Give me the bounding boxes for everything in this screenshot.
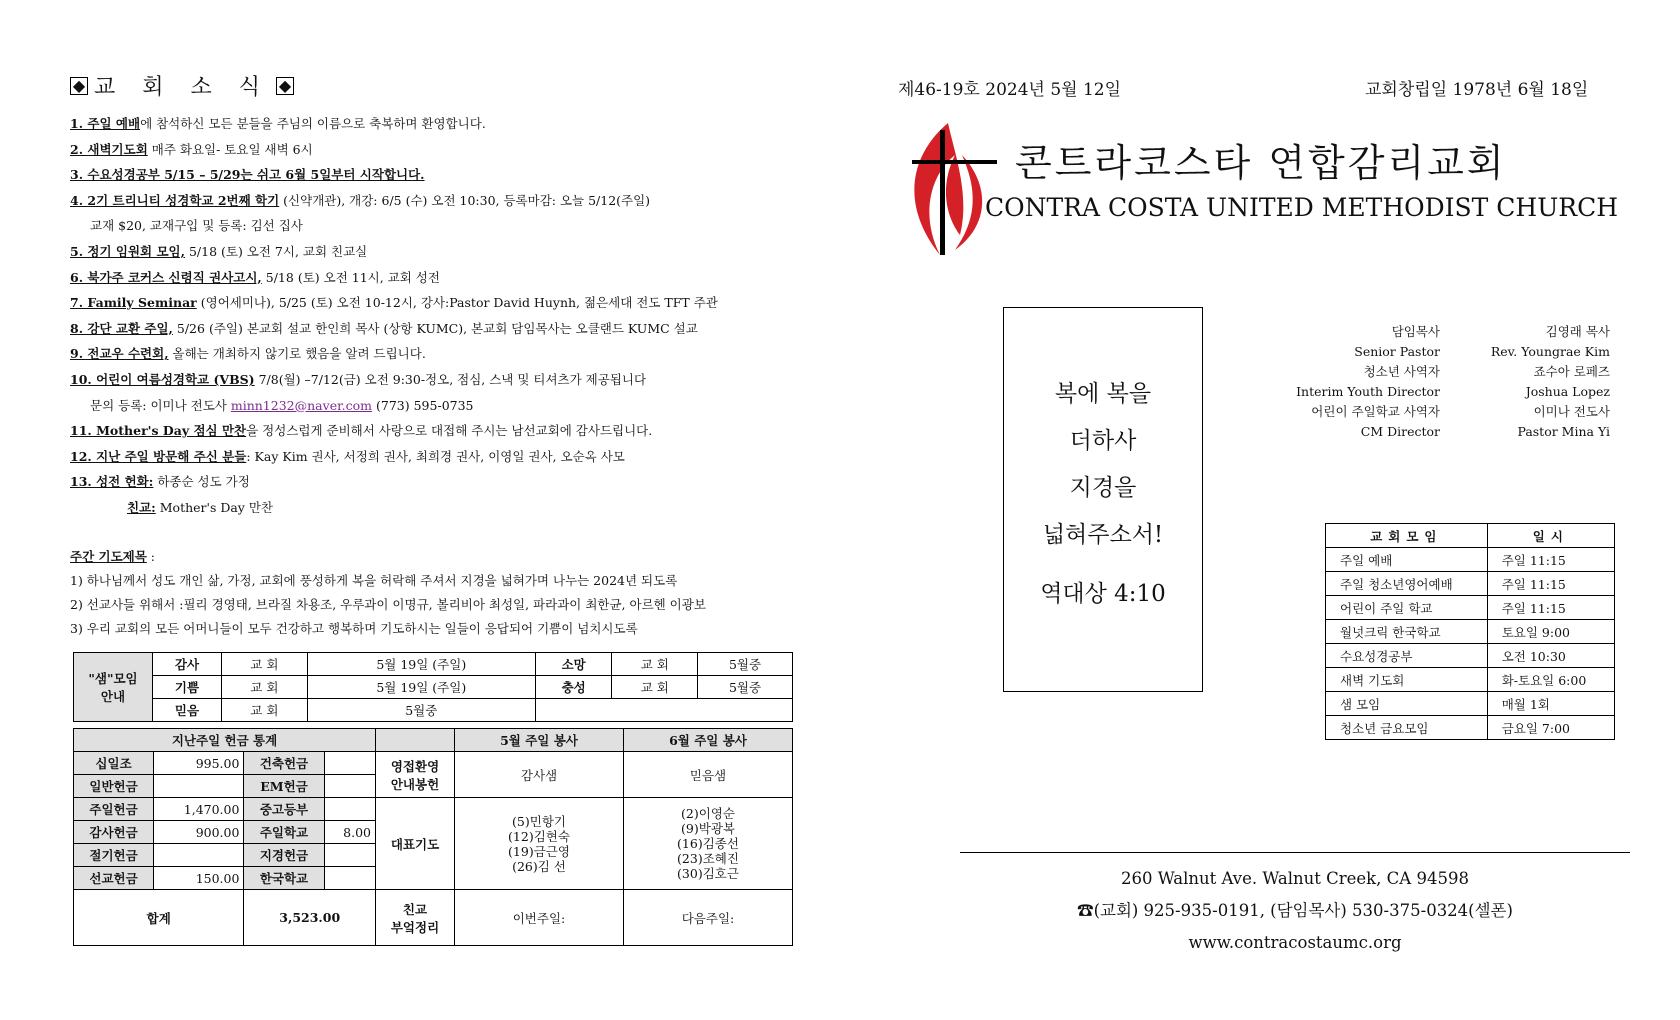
news-item-heading: 4. 2기 트리니티 성경학교 2번째 학기 xyxy=(70,192,280,208)
sam-date: 5월 19일 (주일) xyxy=(307,653,535,676)
street-address: 260 Walnut Ave. Walnut Creek, CA 94598 xyxy=(1121,869,1469,888)
staff-role: Interim Youth Director xyxy=(1296,384,1440,399)
news-item-text: 올해는 개최하지 않기로 했음을 알려 드립니다. xyxy=(168,346,426,362)
meetings-header: 일시 xyxy=(1487,524,1614,548)
meeting-name: 주일 예배 xyxy=(1326,548,1488,572)
prayer-item: 3) 우리 교회의 모든 어머니들이 모두 건강하고 행복하며 기도하시는 일들이 응답되어 기쁨이 넘치시도록 xyxy=(70,620,638,636)
news-item-heading: 9. 전교우 수련회, xyxy=(70,346,169,362)
staff-person: Joshua Lopez xyxy=(1525,384,1610,399)
meeting-name: 어린이 주일 학교 xyxy=(1326,596,1488,620)
meeting-name: 새벽 기도회 xyxy=(1326,668,1488,692)
news-title: ◆ 교 회 소 식 ◆ xyxy=(70,70,800,101)
news-item-heading: 6. 북가주 코커스 신령직 권사고시, xyxy=(70,269,262,285)
total-value: 3,523.00 xyxy=(244,890,376,946)
website: www.contracostaumc.org xyxy=(1188,933,1402,952)
sam-date: 5월중 xyxy=(307,699,535,722)
news-item xyxy=(70,393,800,419)
news-item xyxy=(70,495,800,521)
meeting-time: 매월 1회 xyxy=(1487,692,1614,716)
issue-number: 제46-19호 2024년 5월 12일 xyxy=(898,80,1122,100)
offering-amount: 1,470.00 xyxy=(154,798,244,821)
meeting-row xyxy=(1326,596,1615,620)
meeting-time: 주일 11:15 xyxy=(1487,572,1614,596)
sam-place: 교 회 xyxy=(612,676,698,699)
staff-person: 죠수아 로페즈 xyxy=(1533,364,1610,379)
meetings-header: 교회모임 xyxy=(1326,524,1488,548)
sam-date: 5월중 xyxy=(698,676,793,699)
news-item-text: 5/18 (토) 오전 7시, 교회 친교실 xyxy=(184,243,368,259)
diamond-icon: ◆ xyxy=(70,77,88,95)
news-item-text: 교재 $20, 교재구입 및 등록: 김선 집사 xyxy=(90,218,303,234)
news-item xyxy=(70,188,800,214)
offering-label: 지경헌금 xyxy=(244,844,324,867)
total-label: 합계 xyxy=(74,890,244,946)
news-item xyxy=(70,469,800,495)
verse-box xyxy=(1003,307,1203,692)
fellowship-this-week: 이번주일: xyxy=(455,890,624,946)
meeting-name: 청소년 금요모임 xyxy=(1326,716,1488,740)
staff-role: Senior Pastor xyxy=(1354,344,1440,359)
news-list xyxy=(70,111,800,521)
meeting-row xyxy=(1326,620,1615,644)
news-item-text: 에 참석하신 모든 분들을 주님의 이름으로 축복하며 환영합니다. xyxy=(140,116,486,131)
rep-prayer-label: 대표기도 xyxy=(376,798,455,890)
offering-label: 감사헌금 xyxy=(74,821,154,844)
address-block xyxy=(960,852,1630,959)
prayer-item: 2) 선교사들 위해서 :필리 경영태, 브라질 차용조, 우루과이 이명규, 볼리비아 최성일, 파라과이 최한균, 아르헨 이광보 xyxy=(70,596,706,612)
offering-label: EM헌금 xyxy=(244,775,324,798)
news-item xyxy=(70,316,800,342)
news-item-heading: 8. 강단 교환 주일, xyxy=(70,320,173,336)
staff-person: 이미나 전도사 xyxy=(1533,404,1610,419)
verse-line: 넓혀주소서! xyxy=(1042,522,1164,548)
sam-place: 교 회 xyxy=(222,653,308,676)
news-item-text: (773) 595-0735 xyxy=(372,397,474,413)
meeting-time: 화-토요일 6:00 xyxy=(1487,668,1614,692)
sam-label: "샘"모임 안내 xyxy=(74,653,153,722)
staff-person: Rev. Youngrae Kim xyxy=(1490,344,1610,359)
verse-reference: 역대상 4:10 xyxy=(1040,581,1166,607)
meeting-name: 월넛크릭 한국학교 xyxy=(1326,620,1488,644)
cross-flame-logo xyxy=(900,115,1000,260)
verse-line: 복에 복을 xyxy=(1054,381,1152,407)
news-item xyxy=(70,367,800,393)
sam-place: 교 회 xyxy=(222,676,308,699)
news-item-heading: 10. 어린이 여름성경학교 (VBS) xyxy=(70,371,255,387)
offering-label: 한국학교 xyxy=(244,867,324,890)
sam-group: 소망 xyxy=(535,653,612,676)
offering-amount xyxy=(154,844,244,867)
offering-amount xyxy=(324,798,375,821)
news-item-heading: 13. 성전 헌화: xyxy=(70,474,154,490)
june-service-header: 6월 주일 봉사 xyxy=(624,729,793,752)
phone-numbers: ☎(교회) 925-935-0191, (담임목사) 530-375-0324(셀폰) xyxy=(1077,901,1513,920)
staff-role: 청소년 사역자 xyxy=(1363,364,1440,379)
prayer-item: 1) 하나님께서 성도 개인 삶, 가정, 교회에 풍성하게 복을 허락해 주셔서 지경을 넓혀가며 나누는 2024년 되도록 xyxy=(70,572,678,588)
verse-line: 지경을 xyxy=(1069,475,1137,501)
offering-amount: 150.00 xyxy=(154,867,244,890)
news-item xyxy=(70,137,800,163)
meeting-row xyxy=(1326,548,1615,572)
offering-label: 건축헌금 xyxy=(244,752,324,775)
offering-amount xyxy=(324,752,375,775)
meeting-name: 샘 모임 xyxy=(1326,692,1488,716)
meeting-row xyxy=(1326,644,1615,668)
news-item-text: 7/8(월) –7/12(금) 오전 9:30-정오, 점심, 스낵 및 티셔츠가 제공됩니다 xyxy=(254,371,647,387)
greeting-label: 영접환영 안내봉헌 xyxy=(376,752,455,798)
staff-role: CM Director xyxy=(1360,424,1440,439)
church-name-korean: 콘트라코스타 연합감리교회 xyxy=(1015,141,1507,185)
meeting-time: 오전 10:30 xyxy=(1487,644,1614,668)
staff-list xyxy=(1280,322,1610,442)
diamond-icon: ◆ xyxy=(276,77,294,95)
may-service-header: 5월 주일 봉사 xyxy=(455,729,624,752)
fellowship-next-week: 다음주일: xyxy=(624,890,793,946)
rep-prayer-june: (2)이영순 (9)박광복 (16)김종선 (23)조혜진 (30)김호근 xyxy=(624,798,793,890)
offering-amount xyxy=(154,775,244,798)
news-item-text: 문의 등록: 이미나 전도사 xyxy=(90,397,231,413)
email-link[interactable]: minn1232@naver.com xyxy=(230,397,373,413)
news-item xyxy=(70,239,800,265)
church-name-english: CONTRA COSTA UNITED METHODIST CHURCH xyxy=(985,193,1619,222)
news-item-heading: 5. 정기 임원회 모임, xyxy=(70,243,185,259)
sam-group: 충성 xyxy=(535,676,612,699)
offering-amount: 900.00 xyxy=(154,821,244,844)
sam-date: 5월 19일 (주일) xyxy=(307,676,535,699)
news-item-text: (영어세미나), 5/25 (토) 오전 10-12시, 강사:Pastor David Huynh, 젊은세대 전도 TFT 주관 xyxy=(196,295,718,311)
sam-group: 감사 xyxy=(153,653,222,676)
meeting-time: 주일 11:15 xyxy=(1487,548,1614,572)
offering-label: 절기헌금 xyxy=(74,844,154,867)
greeting-may: 감사샘 xyxy=(455,752,624,798)
news-item-text: Mother's Day 만찬 xyxy=(155,499,273,515)
staff-role: 담임목사 xyxy=(1391,324,1440,339)
fellowship-label: 친교 부엌정리 xyxy=(376,890,455,946)
meeting-row xyxy=(1326,692,1615,716)
news-item-heading: 2. 새벽기도회 xyxy=(70,141,148,157)
news-item-heading: 3. 수요성경공부 5/15 – 5/29는 쉬고 6월 5일부터 시작합니다. xyxy=(70,167,425,183)
news-item-heading: 7. Family Seminar xyxy=(70,295,197,311)
news-item xyxy=(70,444,800,470)
offering-label: 일반헌금 xyxy=(74,775,154,798)
offering-amount xyxy=(324,844,375,867)
news-item-heading: 1. 주일 예배 xyxy=(70,116,141,131)
sam-group: 믿음 xyxy=(153,699,222,722)
meetings-table xyxy=(1325,523,1615,740)
news-item xyxy=(70,290,800,316)
offering-amount xyxy=(324,775,375,798)
meeting-row xyxy=(1326,572,1615,596)
rep-prayer-may: (5)민항기 (12)김현숙 (19)금근영 (26)김 선 xyxy=(455,798,624,890)
staff-role: 어린이 주일학교 사역자 xyxy=(1311,404,1440,419)
news-item-text: 하종순 성도 가정 xyxy=(153,474,250,490)
news-item xyxy=(70,162,800,188)
news-item-heading: 12. 지난 주일 방문해 주신 분들 xyxy=(70,448,247,464)
offering-label: 주일학교 xyxy=(244,821,324,844)
news-item-heading: 친교: xyxy=(127,499,156,515)
news-item-text: 5/26 (주일) 본교회 설교 한인희 목사 (상항 KUMC), 본교회 담임목사는 오클랜드 KUMC 설교 xyxy=(172,320,698,336)
news-item-text: 5/18 (토) 오전 11시, 교회 성전 xyxy=(261,269,440,285)
offering-amount xyxy=(324,867,375,890)
meeting-time: 토요일 9:00 xyxy=(1487,620,1614,644)
news-item xyxy=(70,111,800,137)
meeting-time: 금요일 7:00 xyxy=(1487,716,1614,740)
news-item-text: 매주 화요일- 토요일 새벽 6시 xyxy=(147,141,313,157)
sam-place: 교 회 xyxy=(222,699,308,722)
offering-label: 중고등부 xyxy=(244,798,324,821)
offering-table xyxy=(73,728,793,946)
staff-person: 김영래 목사 xyxy=(1545,324,1610,339)
news-item-text: (신약개관), 개강: 6/5 (수) 오전 10:30, 등록마감: 오늘 5/12(주일) xyxy=(279,192,651,208)
news-item xyxy=(70,341,800,367)
sam-meeting-table xyxy=(73,652,793,722)
staff-person: Pastor Mina Yi xyxy=(1517,424,1610,439)
meeting-name: 주일 청소년영어예배 xyxy=(1326,572,1488,596)
news-item xyxy=(70,213,800,239)
founding-date: 교회창립일 1978년 6월 18일 xyxy=(1365,80,1589,100)
meeting-row xyxy=(1326,668,1615,692)
news-item xyxy=(70,418,800,444)
prayer-heading: 주간 기도제목 xyxy=(70,548,147,564)
sam-place: 교 회 xyxy=(612,653,698,676)
offering-header: 지난주일 헌금 통계 xyxy=(74,729,376,752)
news-item-heading: 11. Mother's Day 점심 만찬 xyxy=(70,423,247,439)
meeting-row xyxy=(1326,716,1615,740)
news-item xyxy=(70,265,800,291)
verse-line: 더하사 xyxy=(1069,428,1137,454)
offering-amount: 995.00 xyxy=(154,752,244,775)
cross-vertical xyxy=(940,130,945,255)
cross-horizontal xyxy=(912,160,997,164)
news-item-text: : Kay Kim 권사, 서정희 권사, 최희경 권사, 이영일 권사, 오순옥 사모 xyxy=(246,448,625,464)
greeting-june: 믿음샘 xyxy=(624,752,793,798)
church-news-section xyxy=(70,70,800,641)
prayer-section: 주간 기도제목 : 1) 하나님께서 성도 개인 삶, 가정, 교회에 풍성하게 복을 허락해 주셔서 지경을 넓혀가며 나누는 2024년 되도록 2) 선교사들 위해서 :필리 경영태, 브라질 차용조, 우루과이 이명규, 볼리비아 최성일, 파라과이 최한균, 아르헨 이광보 3) 우리 교회의 모든 어머니들이 모두 건강하고 행복하며 기도하시는 일들이 응답되어 기쁨이 넘치시도록 xyxy=(70,545,800,641)
flame-icon xyxy=(914,123,963,255)
offering-amount: 8.00 xyxy=(324,821,375,844)
offering-label: 선교헌금 xyxy=(74,867,154,890)
meeting-name: 수요성경공부 xyxy=(1326,644,1488,668)
meeting-time: 주일 11:15 xyxy=(1487,596,1614,620)
offering-label: 주일헌금 xyxy=(74,798,154,821)
offering-label: 십일조 xyxy=(74,752,154,775)
sam-group: 기쁨 xyxy=(153,676,222,699)
news-item-text: 을 정성스럽게 준비해서 사랑으로 대접해 주시는 남선교회에 감사드립니다. xyxy=(246,423,653,439)
sam-date: 5월중 xyxy=(698,653,793,676)
